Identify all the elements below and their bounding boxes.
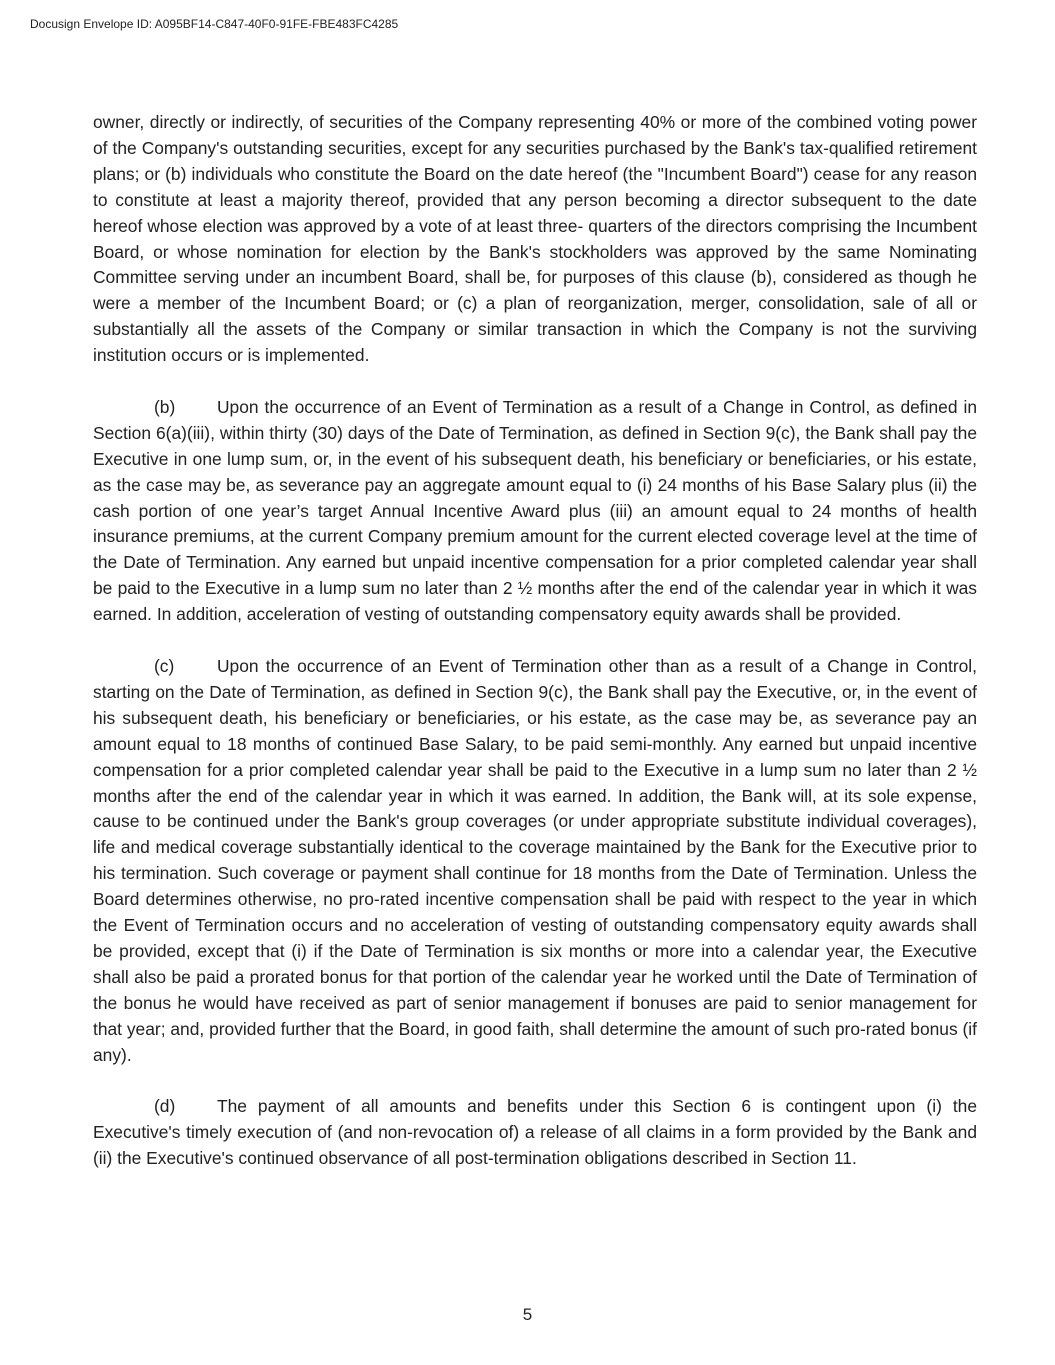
paragraph-c xyxy=(93,654,977,1069)
paragraph-continuation xyxy=(93,110,977,369)
paragraph-text: Upon the occurrence of an Event of Termination as a result of a Change in Control, as defined in Section 6(a)(iii), within thirty (30) days of the Date of Termination, as defined in Section 9(c), the Bank shall pay the Executive in one lump sum, or, in the event of his subsequent death, his beneficiary or beneficiaries, or his estate, as the case may be, as severance pay an aggregate amount equal to (i) 24 months of his Base Salary plus (ii) the cash portion of one year’s target Annual Incentive Award plus (iii) an amount equal to 24 months of health insurance premiums, at the current Company premium amount for the current elected coverage level at the time of the Date of Termination. Any earned but unpaid incentive compensation for a prior completed calendar year shall be paid to the Executive in a lump sum no later than 2 ½ months after the end of the calendar year in which it was earned. In addition, acceleration of vesting of outstanding compensatory equity awards shall be provided. xyxy=(93,396,977,625)
paragraph-text: owner, directly or indirectly, of securities of the Company representing 40% or more of the combined voting power of the Company's outstanding securities, except for any securities purchased by the Bank's tax-qualified retirement plans; or (b) individuals who constitute the Board on the date hereof (the "Incumbent Board") cease for any reason to constitute at least a majority thereof, provided that any person becoming a director subsequent to the date hereof whose election was approved by a vote of at least three- quarters of the directors comprising the Incumbent Board, or whose nomination for election by the Bank's stockholders was approved by the same Nominating Committee serving under an incumbent Board, shall be, for purposes of this clause (b), considered as though he were a member of the Incumbent Board; or (c) a plan of reorganization, merger, consolidation, sale of all or substantially all the assets of the Company or similar transaction in which the Company is not the surviving institution occurs or is implemented. xyxy=(93,112,977,366)
paragraph-label: (c) xyxy=(154,656,175,676)
paragraph-d xyxy=(93,1094,977,1172)
document-body xyxy=(93,110,977,1172)
paragraph-b xyxy=(93,395,977,628)
page-number: 5 xyxy=(522,1305,533,1324)
paragraph-text: Upon the occurrence of an Event of Termination other than as a result of a Change in Control, starting on the Date of Termination, as defined in Section 9(c), the Bank shall pay the Executive, or, in the event of his subsequent death, his beneficiary or beneficiaries, or his estate, as the case may be, as severance pay an amount equal to 18 months of continued Base Salary, to be paid semi-monthly. Any earned but unpaid incentive compensation for a prior completed calendar year shall be paid to the Executive in a lump sum no later than 2 ½ months after the end of the calendar year in which it was earned. In addition, the Bank will, at its sole expense, cause to be continued under the Bank's group coverages (or under appropriate substitute individual coverages), life and medical coverage substantially identical to the coverage maintained by the Bank for the Executive prior to his termination. Such coverage or payment shall continue for 18 months from the Date of Termination. Unless the Board determines otherwise, no pro-rated incentive compensation shall be paid with respect to the year in which the Event of Termination occurs and no acceleration of vesting of outstanding compensatory equity awards shall be provided, except that (i) if the Date of Termination is six months or more into a calendar year, the Executive shall also be paid a prorated bonus for that portion of the calendar year he worked until the Date of Termination of the bonus he would have received as part of senior management if bonuses are paid to senior management for that year; and, provided further that the Board, in good faith, shall determine the amount of such pro-rated bonus (if any). xyxy=(93,656,977,1065)
paragraph-label: (d) xyxy=(154,1096,176,1117)
paragraph-label: (b) xyxy=(154,396,176,417)
paragraph-text: The payment of all amounts and benefits under this Section 6 is contingent upon (i) the Executive's timely execution of (and non-revocation of) a release of all claims in a form provided by the Bank and (ii) the Executive's continued observance of all post-termination obligations described in Section 11. xyxy=(93,1096,977,1169)
docusign-envelope-id: Docusign Envelope ID: A095BF14-C847-40F0-91FE-FBE483FC4285 xyxy=(30,17,399,31)
